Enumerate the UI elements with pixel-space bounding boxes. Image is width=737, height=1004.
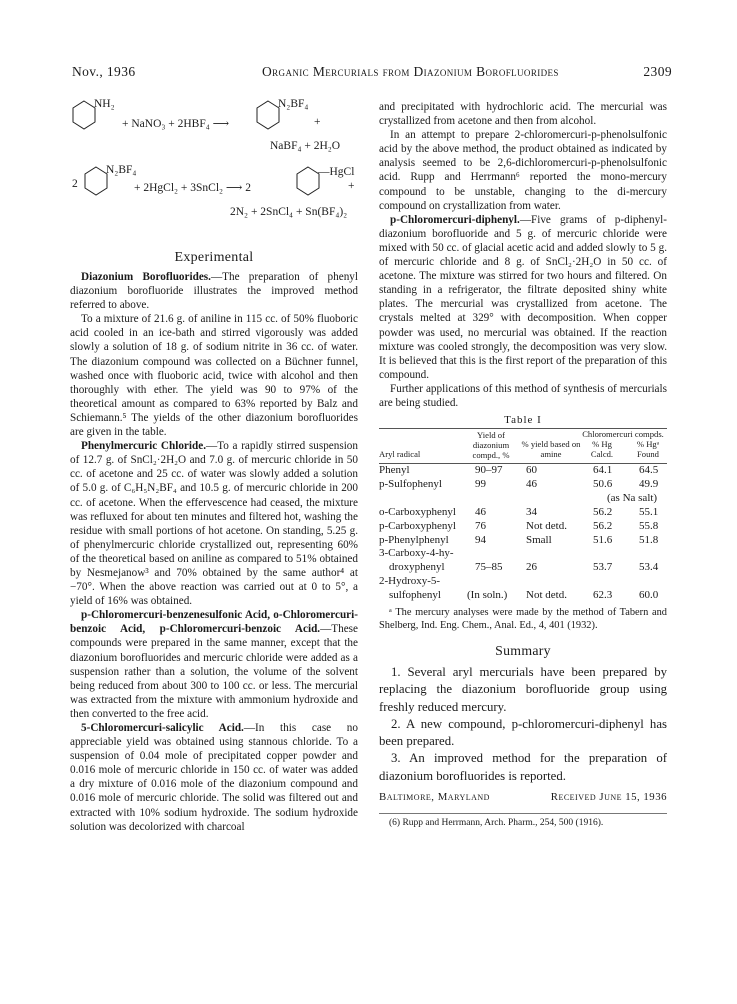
subhead-diazonium: Diazonium Borofluorides.: [81, 271, 211, 283]
subhead-diphenyl: p-Chloromercuri-diphenyl.: [390, 213, 520, 226]
text-sulfonic: —These compounds were prepared in the same manner, except that the diazonium borofluorides and mercuric chloride were added as a suspension rather than a solution, the volume of the solvent being reduced from about 300 to 100 cc. or less. The mercurial was extracted from the mixture with ammonium hydroxide and then converted to the free acid.: [70, 623, 358, 720]
cell-yield: 94: [475, 533, 486, 546]
cell-found: 60.0: [639, 589, 659, 602]
left-column: [70, 96, 358, 834]
table-row: [379, 520, 667, 534]
header-date: Nov., 1936: [72, 64, 136, 79]
table-row: [379, 547, 667, 561]
cell-aryl: 3-Carboxy-4-hy-: [379, 547, 454, 560]
cell-aryl: droxyphenyl: [389, 561, 445, 574]
cell-amine: Not detd.: [526, 519, 567, 532]
cell-yield: 99: [475, 477, 486, 490]
subhead-phenylmercuric: Phenylmercuric Chloride.: [81, 440, 206, 453]
col-yield-diazonium: Yield of diazonium compd., %: [472, 430, 510, 460]
table-row: [379, 478, 667, 492]
paragraph-salicylic: [70, 721, 358, 834]
right-column: [379, 100, 667, 828]
footnote-divider: [379, 813, 667, 814]
cell-amine: 60: [526, 464, 537, 477]
reaction2-plus: +: [348, 180, 355, 192]
cell-amine: 26: [526, 561, 537, 574]
cell-yield: 76: [475, 519, 486, 532]
summary-item: 2. A new compound, p-chloromercuri-diphenyl has been prepared.: [379, 716, 667, 749]
cell-amine: Not detd.: [526, 589, 567, 602]
paragraph-diazonium: [70, 270, 358, 312]
page-number: 2309: [643, 64, 672, 79]
reference-footnote: (6) Rupp and Herrmann, Arch. Pharm., 254, 500 (1916).: [389, 818, 604, 829]
cell-aryl: sulfophenyl: [389, 589, 441, 602]
cell-found: 55.1: [639, 505, 659, 518]
cell-calcd: 51.6: [593, 533, 613, 546]
summary-item: 1. Several aryl mercurials have been prepared by replacing the diazonium borofluoride group using freshly reduced mercury.: [379, 664, 667, 714]
reaction2-reactant: N₂BF₄: [106, 164, 137, 176]
table-row: [379, 534, 667, 548]
text-diphenyl: —Five grams of p-diphenyl-diazonium borofluoride and 5 g. of mercuric chloride were mixed with 50 cc. of glacial acetic acid and added slowly to 5 g. of mercuric chloride and 8 g. of SnCl₂·2H₂O in 50 cc. of acetone. The mixture was stirred for two hours and filtered. On standing in a refrigerator, the filtrate deposited shiny white plates. The mercurial was crystallized from acetone. The crystals melted at 329° with decomposition. When copper powder was used, no mercurial was obtained. If the reaction mixture was cooled strongly, the decomposition was very slow. It is believed that this is the first report of the preparation of this compound.: [379, 213, 667, 381]
reaction1-byproducts: NaBF₄ + 2H₂O: [270, 140, 341, 152]
paragraph-further: Further applications of this method of synthesis of mercurials are being studied.: [379, 382, 667, 409]
signature-line: [379, 791, 667, 807]
reaction1-reagents: + NaNO₃ + 2HBF₄ ⟶: [122, 118, 230, 130]
cell-calcd: 56.2: [593, 519, 613, 532]
cell-calcd: 53.7: [593, 561, 613, 574]
cell-found: 53.4: [639, 561, 659, 574]
cell-aryl: p-Sulfophenyl: [379, 477, 442, 490]
table-row: [379, 492, 667, 506]
summary-item: 3. An improved method for the preparation of diazonium borofluorides is reported.: [379, 751, 667, 783]
subhead-sulfonic: p-Chloromercuri-benzenesulfonic Acid, o-Chloromercuri-benzoic Acid, p-Chloromercuri-benzoic Acid.: [70, 609, 358, 636]
received-date: Received June 15, 1936: [550, 791, 667, 804]
col-hg-found: % Hgᵃ Found: [636, 439, 660, 459]
paragraph-phenolsulfonic: In an attempt to prepare 2-chloromercuri-p-phenolsulfonic acid by the above method, the product obtained as indicated by analysis seemed to be 2,6-dichloromercuri-p-phenolsulfonic acid. Rupp and Herrmann⁶ reported the mono-mercury compound to be unstable, changing to the di-mercury compound on crystallization from water.: [379, 129, 667, 212]
col-hg-calcd: % Hg Calcd.: [590, 439, 614, 459]
cell-aryl: o-Carboxyphenyl: [379, 505, 456, 518]
text-salicylic: —In this case no appreciable yield was obtained using stannous chloride. To a suspension of 0.04 mole of precipitated copper powder and 0.016 mole of mercuric chloride in 150 cc. of water was added a dry mixture of 0.016 mole of the diazonium compound and 0.016 mole of mercuric chloride. The solid was filtered out and extracted with 10% sodium hydroxide. The sodium hydroxide solution was decolorized with charcoal: [70, 722, 358, 833]
reaction1-plus: +: [314, 116, 321, 128]
paragraph-sulfonic: [70, 608, 358, 721]
cell-yield: 46: [475, 505, 486, 518]
table-row: [379, 561, 667, 575]
cell-calcd: 62.3: [593, 589, 613, 602]
col-aryl-radical: Aryl radical: [379, 449, 421, 460]
col-group-chloromercuri: Chloromercuri compds.: [582, 429, 664, 440]
text-phenylmercuric: —To a rapidly stirred suspension of 12.7 g. of SnCl₂·2H₂O and 7.0 g. of mercuric chloride in 50 cc. of acetone and 25 cc. of water was slowly added a solution of 5.0 g. of C₆H₅N₂BF₄ and 10.5 g. of mercuric chloride in 200 cc. of acetone. When the effervescence had ceased, the mixture was refluxed for about ten minutes and filtered hot, washing the residue with small portions of hot acetone. On standing, 5.25 g. of phenylmercuric chloride crystallized out, representing 60% of the theoretical based on aniline as compared to 51% obtained by Nesmejanow³ and 70% obtained by the same author⁴ at −70°. When the above reaction was carried out at 0 to 5°, a yield of 16% was obtained.: [70, 440, 358, 608]
table-body: [379, 464, 667, 603]
cell-calcd: 50.6: [593, 477, 613, 490]
cell-yield: 90–97: [475, 464, 503, 477]
cell-amine: Small: [526, 533, 552, 546]
table-header: [379, 428, 667, 464]
reaction2-reagents: + 2HgCl₂ + 3SnCl₂ ⟶ 2: [134, 182, 252, 194]
cell-aryl: 2-Hydroxy-5-: [379, 575, 441, 588]
benzene-ring-icon: [72, 100, 96, 130]
table-title: Table I: [504, 414, 542, 427]
text-diazonium: —The preparation of phenyl diazonium borofluoride illustrates the improved method referred to above.: [70, 271, 359, 312]
cell-found: 49.9: [639, 477, 659, 490]
reaction2-product: —HgCl: [318, 166, 355, 178]
cell-aryl: Phenyl: [379, 464, 410, 477]
paragraph-continued: and precipitated with hydrochloric acid. The mercurial was crystallized from acetone and then from alcohol.: [379, 101, 667, 128]
table-row: [379, 464, 667, 478]
cell-found-note: (as Na salt): [607, 491, 658, 504]
reagent-nh2: NH₂: [94, 98, 115, 110]
experimental-heading: Experimental: [174, 250, 254, 265]
subhead-salicylic: 5-Chloromercuri-salicylic Acid.: [81, 722, 244, 734]
cell-yield: 75–85: [475, 561, 503, 574]
benzene-ring-icon: [296, 166, 320, 196]
location: Baltimore, Maryland: [379, 791, 490, 804]
cell-found: 55.8: [639, 519, 659, 532]
paragraph-aniline: To a mixture of 21.6 g. of aniline in 115 cc. of 50% fluoboric acid cooled in an ice-bath and stirred vigorously was added slowly a solution of 18 g. of sodium nitrite in 36 cc. of water. The diazonium compound was collected on a Büchner funnel, washed once with fluoboric acid, twice with alcohol and then thoroughly with ether. The yield was 90 to 97% of the theoretical amount as compared to 63% reported by Balz and Schiemann.⁵ The yields of the other diazonium borofluorides are given in the table.: [70, 313, 358, 439]
reaction1-product: N₂BF₄: [278, 98, 309, 110]
table-row: [379, 506, 667, 520]
benzene-ring-icon: [84, 166, 108, 196]
cell-yield: (In soln.): [467, 589, 508, 602]
header-title: Organic Mercurials from Diazonium Borofluorides: [262, 64, 559, 79]
cell-found: 51.8: [639, 533, 659, 546]
table-row: [379, 575, 667, 589]
cell-amine: 46: [526, 477, 537, 490]
table-footnote: ᵃ The mercury analyses were made by the method of Tabern and Shelberg, Ind. Eng. Chem., Anal. Ed., 4, 401 (1932).: [379, 606, 667, 632]
benzene-ring-icon: [256, 100, 280, 130]
cell-amine: 34: [526, 505, 537, 518]
cell-aryl: p-Phenylphenyl: [379, 533, 449, 546]
reaction2-byproducts: 2N₂ + 2SnCl₄ + Sn(BF₄)₂: [230, 206, 348, 218]
reaction-scheme: [70, 96, 358, 244]
paragraph-diphenyl: [379, 213, 667, 382]
summary-heading: Summary: [495, 642, 551, 658]
cell-calcd: 64.1: [593, 464, 613, 477]
cell-found: 64.5: [639, 464, 659, 477]
table-row: [379, 589, 667, 603]
col-yield-amine: % yield based on amine: [521, 439, 581, 459]
paragraph-phenylmercuric: [70, 439, 358, 608]
cell-aryl: p-Carboxyphenyl: [379, 519, 456, 532]
cell-calcd: 56.2: [593, 505, 613, 518]
reaction2-coefficient: 2: [72, 178, 78, 190]
